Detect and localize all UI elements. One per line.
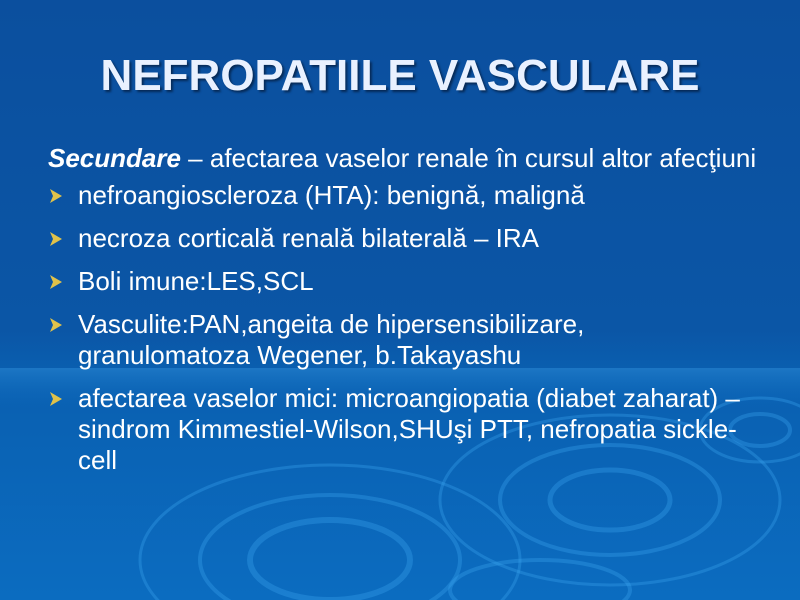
list-item <box>48 223 758 254</box>
arrow-right-icon <box>48 274 64 290</box>
bullet-text: nefroangioscleroza (HTA): benignă, malignă <box>78 180 585 210</box>
arrow-right-icon <box>48 231 64 247</box>
arrow-right-icon <box>48 188 64 204</box>
list-item <box>48 383 758 476</box>
bullet-list <box>48 180 758 476</box>
list-item <box>48 266 758 297</box>
bullet-text: Boli imune:LES,SCL <box>78 266 314 296</box>
slide-title: NEFROPATIILE VASCULARE <box>100 51 700 100</box>
intro-text: – afectarea vaselor renale în cursul altor afecţiuni <box>180 143 757 173</box>
slide-content <box>48 143 758 488</box>
list-item <box>48 180 758 211</box>
bullet-text: Vasculite:PAN,angeita de hipersensibilizare, granulomatoza Wegener, b.Takayashu <box>78 309 585 370</box>
bullet-text: afectarea vaselor mici: microangiopatia (diabet zaharat) – sindrom Kimmestiel-Wilson,SHUşi PTT, nefropatia sickle-cell <box>78 383 740 475</box>
intro-paragraph <box>48 143 758 174</box>
intro-lead: Secundare <box>48 143 181 173</box>
bullet-text: necroza corticală renală bilaterală – IRA <box>78 223 540 253</box>
list-item <box>48 309 758 371</box>
arrow-right-icon <box>48 317 64 333</box>
arrow-right-icon <box>48 391 64 407</box>
